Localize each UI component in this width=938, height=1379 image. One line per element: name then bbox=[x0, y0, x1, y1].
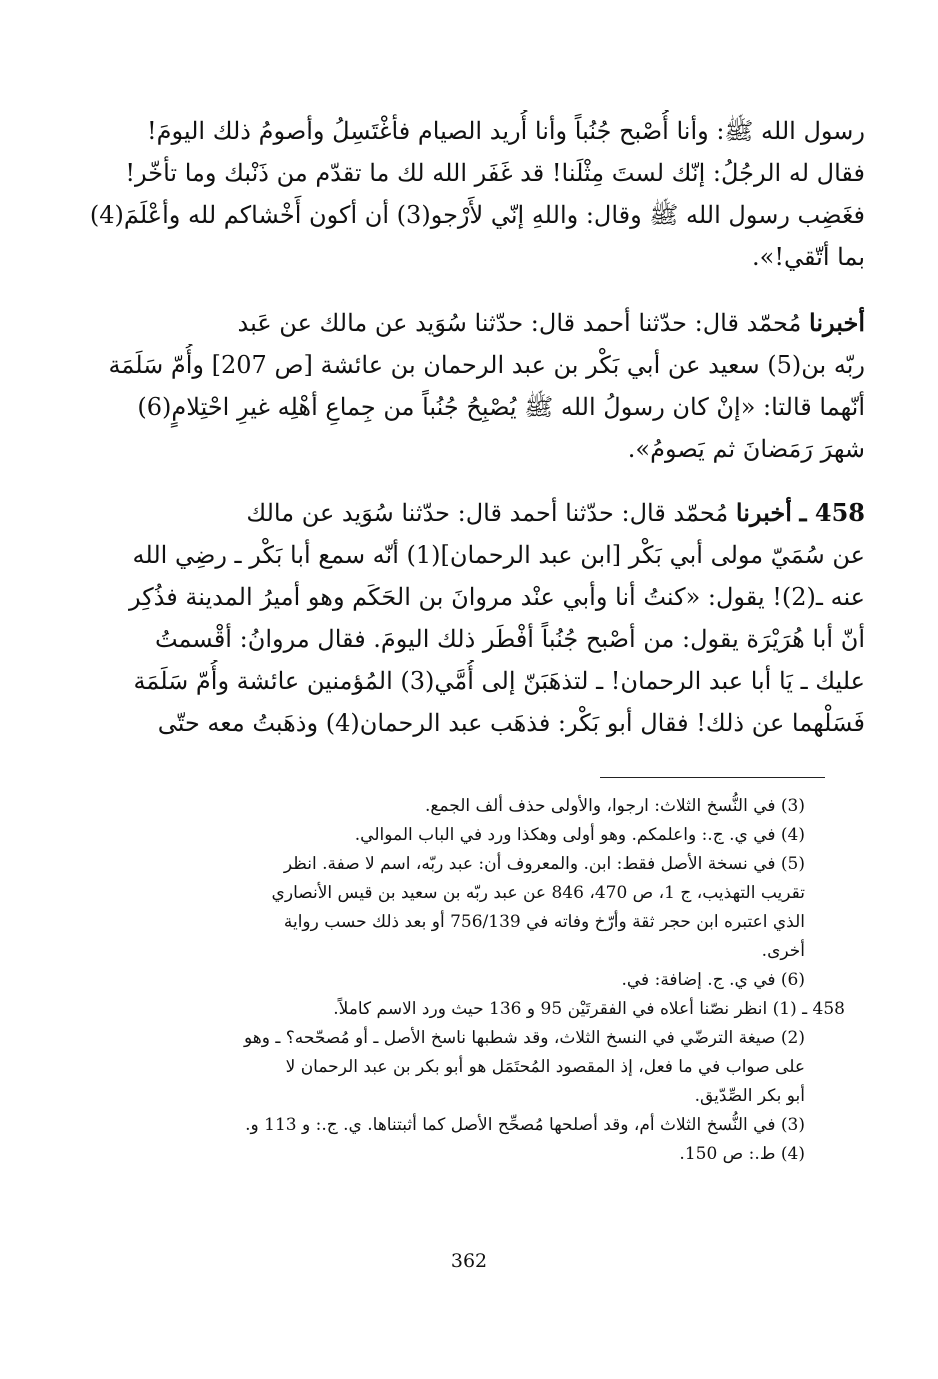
line-text: مُحمّد قال: حدّثنا أحمد قال: حدّثنا سُوَيد عن مالك عن عَبد bbox=[237, 309, 810, 337]
text-line: ربّه بن(5) سعيد عن أبي بَكْر بن عبد الرحمان بن عائشة [ص 207] وأُمّ سَلَمَة bbox=[108, 351, 865, 379]
text-line: شهرَ رَمَضانَ ثم يَصومُ». bbox=[627, 435, 865, 463]
paragraph-3 bbox=[75, 492, 865, 744]
text-line: أنّ أبا هُرَيْرَة يقول: من أصْبح جُنُباً أفْطَر ذلك اليومَ. فقال مروانُ: أقْسمتُ bbox=[154, 625, 865, 653]
paragraph-1 bbox=[75, 110, 865, 278]
text-line: عنه ـ(2)! يقول: «كنتُ أنا وأبي عنْد مروانَ بن الحَكَم وهو أميرُ المدينة فذُكِر bbox=[129, 583, 865, 611]
footnote-divider bbox=[600, 777, 825, 778]
line-text: مُحمّد قال: حدّثنا أحمد قال: حدّثنا سُوَيد عن مالك bbox=[246, 499, 736, 527]
text-line bbox=[75, 492, 865, 534]
footnote-line: الذي اعتبره ابن حجر ثقة وأرّخ وفاته في 756/139 أو بعد ذلك حسب رواية bbox=[283, 912, 805, 932]
text-line: بما أتّقي!». bbox=[752, 243, 865, 271]
footnote-line: (3) في النُّسخ الثلاث أم، وقد أصلحها مُصحِّح الأصل كما أثبتناها. ي. ج.: و 113 و. bbox=[245, 1115, 805, 1135]
entry-number: 458 ـ bbox=[799, 498, 865, 527]
footnote-line: أخرى. bbox=[761, 941, 805, 961]
text-line: رسول الله ﷺ: وأنا أُصْبح جُنُباً وأنا أُريد الصيام فأغْتَسِلُ وأصومُ ذلك اليومَ! bbox=[146, 117, 865, 145]
lead-word: أخبرنا bbox=[735, 498, 792, 527]
footnote-line: أبو بكر الصِّدّيق. bbox=[694, 1086, 805, 1106]
text-line: عن سُمَيّ مولى أبي بَكْر [ابن عبد الرحمان](1) أنّه سمع أبا بَكْر ـ رضِي الله bbox=[132, 541, 865, 569]
text-line: أنّهما قالتا: «إنْ كان رسولُ الله ﷺ يُصْبِحُ جُنُباً من جِماعِ أهْلِه غيرِ احْتِلامٍ(6) bbox=[137, 393, 865, 421]
footnote-line: تقريب التهذيب، ج 1، ص 470، 846 عن عبد ربّه بن سعيد بن قيس الأنصاري bbox=[271, 883, 805, 903]
footnote-line: 458 ـ (1) انظر نصّنا أعلاه في الفقرتَيْن 95 و 136 حيث ورد الاسم كاملاً. bbox=[333, 999, 845, 1019]
footnote-line: (2) صيغة الترضّي في النسخ الثلاث، وقد شطبها ناسخ الأصل ـ أو مُصحّحه؟ ـ وهو bbox=[243, 1028, 805, 1048]
paragraph-2 bbox=[75, 302, 865, 470]
footnote-line: (4) ط.: ص 150. bbox=[679, 1144, 805, 1164]
footnote-line: (3) في النُّسخ الثلاث: ارجوا، والأولى حذف ألف الجمع. bbox=[424, 796, 805, 816]
footnote-line: (6) في ي. ج. إضافة: في. bbox=[621, 970, 805, 990]
footnote-line: (4) في ي. ج.: واعلمكم. وهو أولى وهكذا ورد في الباب الموالي. bbox=[354, 825, 805, 845]
lead-word: أخبرنا bbox=[809, 308, 865, 337]
text-line: فغَضِب رسول الله ﷺ وقال: واللهِ إنّي لأَرْجو(3) أن أكون أَخْشاكم لله وأعْلَمَ(4) bbox=[89, 201, 865, 229]
page-number: 362 bbox=[450, 1250, 488, 1272]
text-line: فَسَلْهما عن ذلك! فقال أبو بَكْر: فذهَب عبد الرحمان(4) وذهَبتُ معه حتّى bbox=[157, 709, 865, 737]
footnote-line: (5) في نسخة الأصل فقط: ابن. والمعروف أن: عبد ربّه، اسم لا صفة. انظر bbox=[283, 854, 805, 874]
text-line bbox=[75, 302, 865, 344]
text-line: فقال له الرجُلُ: إنّك لستَ مِثْلَنا! قد غَفَر الله لك ما تقدّم من ذَنْبك وما تأخّر! bbox=[125, 159, 865, 187]
text-line: عليك ـ يَا أبا عبد الرحمان! ـ لتذهَبَنّ إلى أُمَّي(3) المُؤمنين عائشة وأُمّ سَلَمَة bbox=[133, 667, 865, 695]
footnote-line: على صواب في ما فعل، إذ المقصود المُحتَمَل هو أبو بكر بن عبد الرحمان لا bbox=[285, 1057, 805, 1077]
footnotes bbox=[75, 792, 845, 1169]
